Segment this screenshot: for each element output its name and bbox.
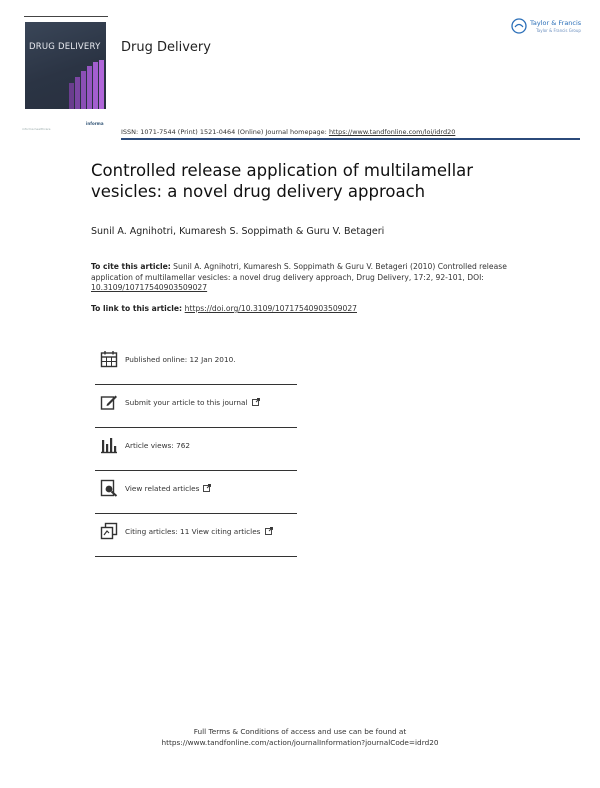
article-title: Controlled release application of multilamellar vesicles: a novel drug delivery approach xyxy=(91,161,474,201)
external-link-icon xyxy=(265,527,273,535)
views-row xyxy=(95,428,297,471)
cover-top-rule xyxy=(24,16,108,17)
submit-label: Submit your article to this journal xyxy=(125,398,248,407)
article-link-block xyxy=(91,304,357,313)
cite-label: To cite this article: xyxy=(91,262,171,271)
doi-link[interactable]: 10.3109/10717540903509027 xyxy=(91,283,208,292)
issn-text: ISSN: 1071-7544 (Print) 1521-0464 (Online) Journal homepage: xyxy=(121,128,329,136)
submit-row[interactable] xyxy=(95,385,297,428)
journal-homepage-link[interactable]: https://www.tandfonline.com/loi/idrd20 xyxy=(328,128,456,136)
publisher-logo-icon xyxy=(511,18,527,34)
edit-icon xyxy=(100,393,118,411)
calendar-icon xyxy=(100,350,118,368)
related-row[interactable] xyxy=(95,471,297,514)
external-link-icon xyxy=(252,398,260,406)
published-date: Published online: 12 Jan 2010. xyxy=(125,355,236,364)
cover-title: DRUG DELIVERY xyxy=(29,42,101,52)
journal-name: Drug Delivery xyxy=(121,40,211,55)
article-metadata-list xyxy=(95,342,297,557)
citing-label: Citing articles: 11 View citing articles xyxy=(125,527,261,536)
publisher-name: Taylor & Francis xyxy=(530,19,582,27)
small-left-text: informa healthcare xyxy=(22,127,51,131)
bar-chart-icon xyxy=(100,436,118,454)
citing-articles-link[interactable] xyxy=(125,527,273,536)
footer-terms-link[interactable]: https://www.tandfonline.com/action/journalInformation?journalCode=idrd20 xyxy=(161,737,439,747)
publisher-subname: Taylor & Francis Group xyxy=(536,28,581,33)
header-rule xyxy=(121,138,580,140)
related-label: View related articles xyxy=(125,484,200,493)
citation-block xyxy=(91,262,521,294)
cite-text: Sunil A. Agnihotri, Kumaresh S. Soppimath & Guru V. Betageri (2010) Controlled release application of multilamellar vesicles: a novel drug delivery approach, Drug Delivery, 17:2, 92-101, DOI: xyxy=(91,262,507,282)
external-link-icon xyxy=(203,484,211,492)
citing-documents-icon xyxy=(100,522,118,540)
publisher-logo[interactable] xyxy=(511,17,583,39)
published-row xyxy=(95,342,297,385)
footer xyxy=(0,727,600,748)
article-doi-link[interactable]: https://doi.org/10.3109/10717540903509027 xyxy=(184,304,357,313)
article-views: Article views: 762 xyxy=(125,441,191,450)
journal-cover xyxy=(25,22,106,109)
submit-link[interactable] xyxy=(125,398,260,407)
search-document-icon xyxy=(100,479,118,497)
authors: Sunil A. Agnihotri, Kumaresh S. Soppimath & Guru V. Betageri xyxy=(91,226,385,237)
link-label: To link to this article: xyxy=(91,304,185,313)
issn-line xyxy=(121,128,455,136)
cover-bars-graphic xyxy=(69,60,106,109)
brand-small: informa xyxy=(86,121,104,126)
related-articles-link[interactable] xyxy=(125,484,211,493)
footer-terms-text: Full Terms & Conditions of access and use can be found at xyxy=(193,727,407,736)
citing-row[interactable] xyxy=(95,514,297,557)
